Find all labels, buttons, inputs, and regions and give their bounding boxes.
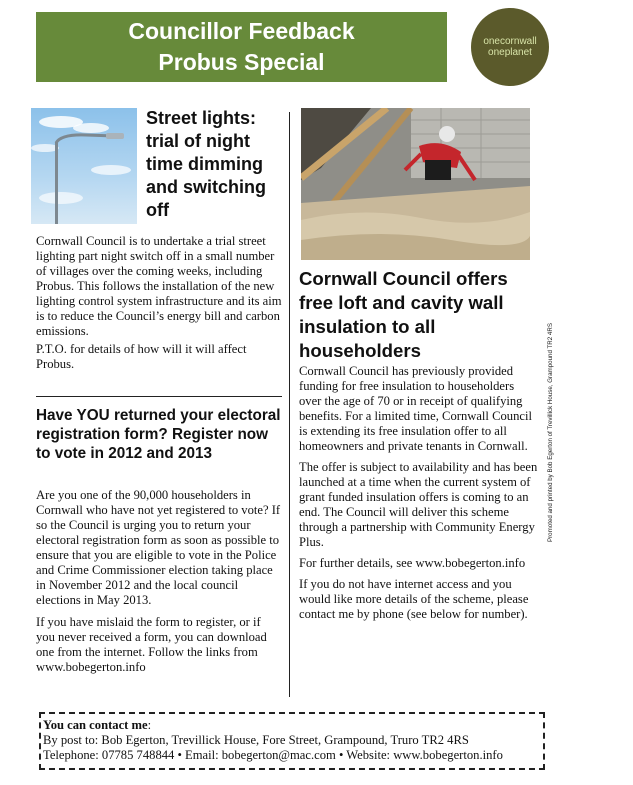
newsletter-subtitle: Probus Special (158, 49, 325, 75)
electoral-paragraph: Are you one of the 90,000 householders in Cornwall who have not yet registered to vote? If so the Council is urging you to return your electoral registration form as soon as possible to ensure that you are eligible to vote in the Police and Crime Commissioner election taking place in November 2012 and the local council elections in May 2013. (36, 488, 281, 607)
column-divider (289, 112, 290, 697)
insulation-paragraph: For further details, see www.bobegerton.info (299, 556, 526, 570)
street-lights-article (36, 234, 282, 375)
insulation-paragraph: The offer is subject to availability and has been launched at a time when the current system of grant funded insulation offers is coming to an end. The Council will deliver this scheme through a partnership with Community Energy Plus. (299, 460, 538, 549)
street-lights-headline: Street lights: trial of night time dimming and switching off (146, 108, 267, 220)
logo-line-1: onecornwall (483, 36, 537, 47)
one-cornwall-logo (471, 8, 549, 86)
loft-worker-icon (301, 108, 530, 260)
electoral-headline: Have YOU returned your electoral registration form? Register now to vote in 2012 and 2013 (36, 407, 281, 462)
insulation-headline: Cornwall Council offers free loft and cavity wall insulation to all householders (299, 268, 508, 361)
electoral-article (36, 488, 282, 682)
insulation-paragraph: If you do not have internet access and you would like more details of the scheme, please contact me by phone (see below for number). (299, 577, 529, 621)
street-lights-paragraph: Cornwall Council is to undertake a trial street lighting part night switch off in a small number of villages over the coming weeks, including Probus. This follows the installation of the new lighting control system infrastructure and its aim is to reduce the Council’s energy bill and carbon emissions. (36, 234, 282, 338)
contact-post-address: By post to: Bob Egerton, Trevillick House, Fore Street, Grampound, Truro TR2 4RS (43, 733, 469, 747)
section-divider (36, 396, 282, 397)
newsletter-title-banner (36, 12, 447, 82)
contact-phone-email-website: Telephone: 07785 748844 • Email: bobegerton@mac.com • Website: www.bobegerton.info (43, 748, 503, 762)
logo-line-2: oneplanet (488, 47, 532, 58)
imprint-credit: Promoted and printed by Bob Egerton of Trevillick House, Grampound TR2 4RS (547, 323, 554, 542)
newsletter-title: Councillor Feedback (128, 18, 355, 44)
electoral-paragraph: If you have mislaid the form to register, or if you never received a form, you can download one from the internet. Follow the links from www.bobegerton.info (36, 615, 267, 674)
street-lights-paragraph: P.T.O. for details of how will it will affect Probus. (36, 342, 247, 371)
street-light-photo (31, 108, 137, 224)
contact-title: You can contact me (43, 718, 148, 732)
contact-box: You can contact me: By post to: Bob Egerton, Trevillick House, Fore Street, Grampound, Truro TR2 4RS Telephone: 07785 748844 • Email: bobegerton@mac.com • Website: www.bobegerton.info (39, 712, 545, 770)
insulation-article (299, 364, 539, 628)
insulation-paragraph: Cornwall Council has previously provided funding for free insulation to householders over the age of 70 or in receipt of qualifying benefits. For a limited time, Cornwall Council is extending its free insulation offer to all homeowners and private tenants in Cornwall. (299, 364, 532, 453)
street-lamp-icon (31, 108, 137, 224)
loft-insulation-photo (301, 108, 530, 260)
